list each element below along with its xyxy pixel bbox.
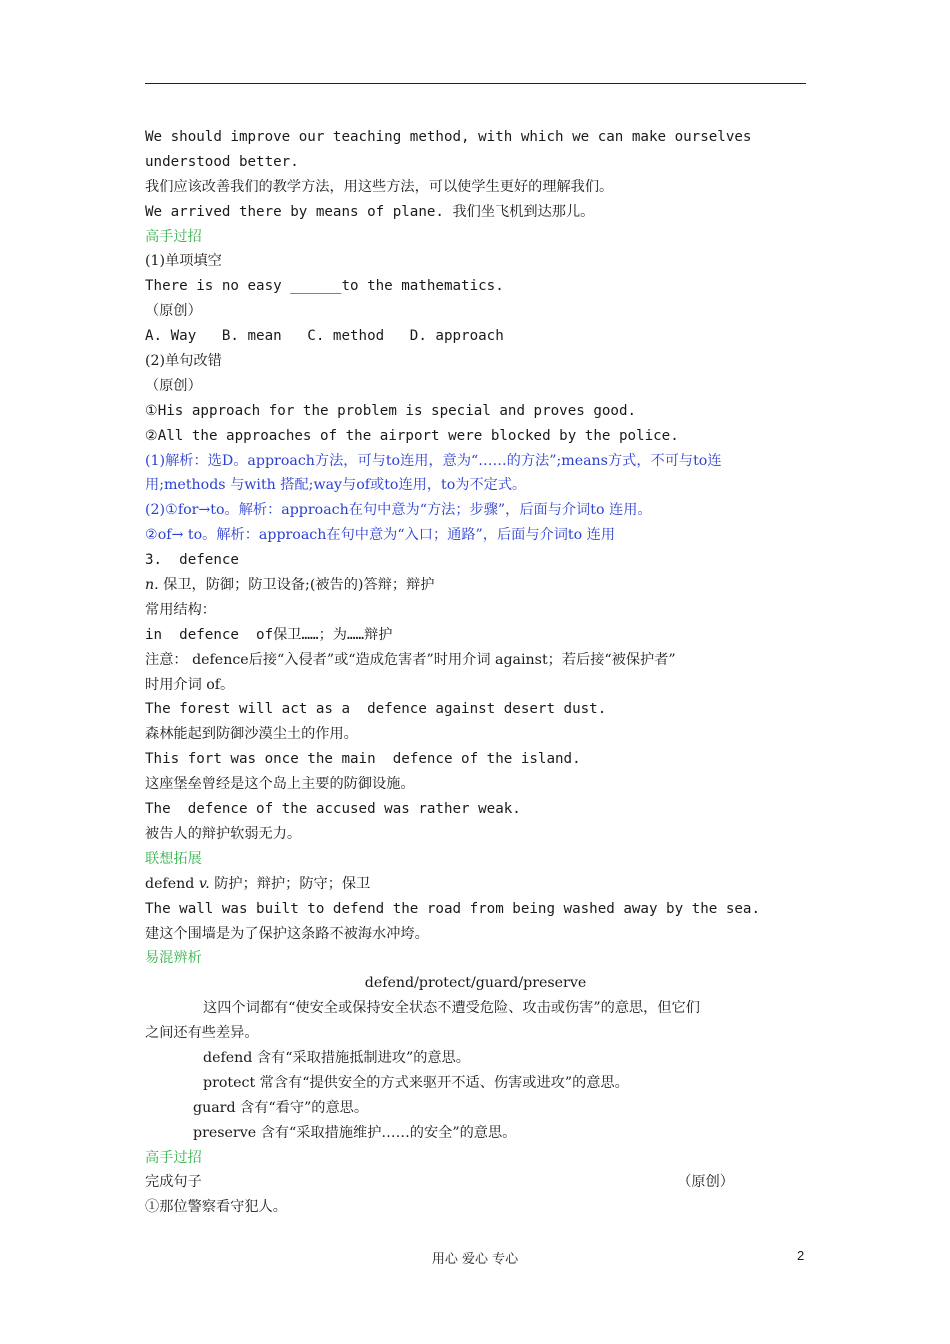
translation: 森林能起到防御沙漠尘土的作用。 <box>145 726 358 743</box>
comparison-item: defend 含有“采取措施抵制进攻”的意思。 <box>203 1049 470 1066</box>
exercise-label: 完成句子 <box>145 1174 202 1191</box>
exercise-question: There is no easy ______to the mathematics. <box>145 278 504 295</box>
usage-note: 注意： defence后接“入侵者”或“造成危害者”时用介词 against；若后接“被保护者” <box>145 651 676 668</box>
definition-text: 保卫，防御；防卫设备;(被告的)答辩；辩护 <box>158 577 435 594</box>
section-heading: 易混辨析 <box>145 950 202 967</box>
translation: 建这个围墙是为了保护这条路不被海水冲垮。 <box>145 925 429 942</box>
example-sentence: The defence of the accused was rather weak. <box>145 801 521 818</box>
example-sentence: The wall was built to defend the road from being washed away by the sea. <box>145 900 760 917</box>
answer-explanation: ②of→ to。解析：approach在句中意为“入口；通路”，后面与介词to 连用 <box>145 527 616 544</box>
example-sentence: The forest will act as a defence against desert dust. <box>145 701 607 718</box>
exercise-label: (1)单项填空 <box>145 253 222 270</box>
comparison-paragraph: 这四个词都有“使安全或保持安全状态不遭受危险、攻击或伤害”的意思，但它们 <box>203 1000 700 1017</box>
source-note: （原创） <box>145 303 202 320</box>
section-heading: 联想拓展 <box>145 850 202 867</box>
comparison-item: protect 常含有“提供安全的方式来驱开不适、伤害或进攻”的意思。 <box>203 1074 629 1091</box>
exercise-question: ②All the approaches of the airport were blocked by the police. <box>145 427 679 444</box>
comparison-item: guard 含有“看守”的意思。 <box>193 1099 369 1116</box>
answer-explanation: 用;methods 与with 搭配;way与of或to连用，to为不定式。 <box>145 477 527 494</box>
translation: 被告人的辩护软弱无力。 <box>145 825 302 842</box>
usage-note: 时用介词 of。 <box>145 676 235 693</box>
example-sentence: We arrived there by means of plane. 我们坐飞机到达那儿。 <box>145 203 595 220</box>
comparison-title: defend/protect/guard/preserve <box>364 975 587 992</box>
section-heading: 高手过招 <box>145 1149 202 1166</box>
exercise-label-row <box>145 1170 806 1195</box>
headword: defend <box>145 875 199 892</box>
answer-explanation: (1)解析：选D。approach方法，可与to连用，意为“……的方法”;means方式，不可与to连 <box>145 452 722 469</box>
header-rule <box>145 83 806 84</box>
structure-label: 常用结构： <box>145 601 216 618</box>
part-of-speech: v. <box>198 875 210 892</box>
comparison-paragraph: 之间还有些差异。 <box>145 1025 259 1042</box>
document-body <box>145 125 806 1220</box>
definition-text: 防护；辩护；防守；保卫 <box>209 875 371 892</box>
translation: 我们应该改善我们的教学方法，用这些方法，可以使学生更好的理解我们。 <box>145 178 614 195</box>
source-note: （原创） <box>677 1174 734 1191</box>
page-footer: 用心 爱心 专心 <box>431 1252 519 1267</box>
page-number: 2 <box>797 1248 805 1263</box>
structure-phrase: in defence of保卫……；为……辩护 <box>145 626 393 643</box>
entry-heading: 3. defence <box>145 552 239 569</box>
exercise-question: ①His approach for the problem is special and proves good. <box>145 402 637 419</box>
entry-definition <box>145 573 806 598</box>
example-sentence: We should improve our teaching method, with which we can make ourselves <box>145 129 752 145</box>
example-sentence: understood better. <box>145 153 299 170</box>
part-of-speech: n. <box>145 577 159 594</box>
source-note: （原创） <box>145 377 202 394</box>
comparison-item: preserve 含有“采取措施维护……的安全”的意思。 <box>193 1124 517 1141</box>
section-heading: 高手过招 <box>145 228 202 245</box>
answer-options: A. Way B. mean C. method D. approach <box>145 328 504 345</box>
example-sentence: This fort was once the main defence of the island. <box>145 751 581 768</box>
entry-definition <box>145 872 806 897</box>
exercise-label: (2)单句改错 <box>145 353 222 370</box>
exercise-question: ①那位警察看守犯人。 <box>145 1199 287 1216</box>
translation: 这座堡垒曾经是这个岛上主要的防御设施。 <box>145 776 415 793</box>
answer-explanation: (2)①for→to。解析：approach在句中意为“方法；步骤”，后面与介词to 连用。 <box>145 502 652 519</box>
